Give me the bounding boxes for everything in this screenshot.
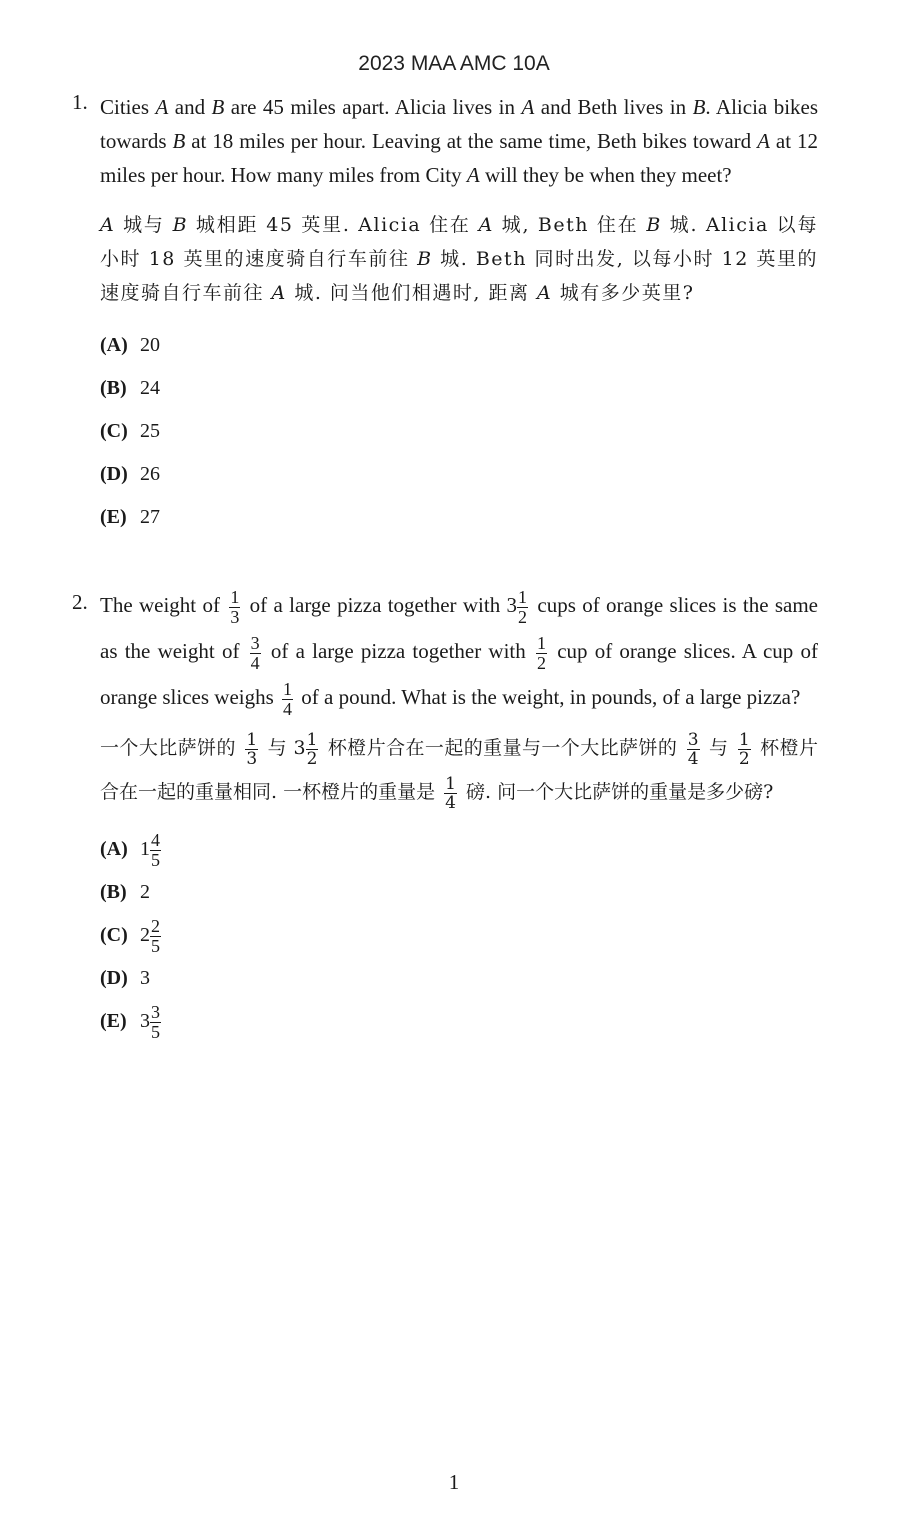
choice-e: (E) 27 <box>100 506 160 528</box>
choice-d: (D) 3 <box>100 967 150 989</box>
answer-choices <box>100 328 818 543</box>
choice-b: (B) 24 <box>100 377 160 399</box>
fraction: $\frac{2}{5}$ <box>151 915 160 956</box>
fraction: $\frac{3}{4}$ <box>250 632 260 673</box>
problem-2 <box>72 582 818 1043</box>
choice-b: (B) 2 <box>100 881 150 903</box>
problem-text-zh: A 城与 B 城相距 45 英里. Alicia 住在 A 城, Beth 住在 B 城. Alicia 以每小时 18 英里的速度骑自行车前往 B 城. Beth 同时出发, 以每小时 12 英里的速度骑自行车前往 A 城. 问当他们相遇时, 距离 A 城有多少英里? <box>100 214 819 304</box>
page-number: 1 <box>448 1470 460 1494</box>
choice-c: (C) 25 <box>100 420 160 442</box>
fraction: $\frac{1}{2}$ <box>738 729 750 769</box>
fraction: $\frac{1}{4}$ <box>445 773 456 813</box>
fraction: $\frac{1}{4}$ <box>283 678 293 719</box>
fraction: $\frac{1}{3}$ <box>230 586 240 627</box>
fraction: $\frac{3}{4}$ <box>687 729 699 769</box>
fraction: $\frac{4}{5}$ <box>151 829 160 870</box>
problem-text-zh: 一个大比萨饼的 $\frac{1}{3}$ 与 3 $\frac{1}{2}$ 杯橙片合在一起的重量与一个大比萨饼的 $\frac{3}{4}$ 与 $\frac{1}{2}$ 杯橙片合在一起的重量相同. 一杯橙片的重量是 $\frac{1}{4}$ 磅. 问一个大比萨饼的重量是多少磅? <box>100 729 818 813</box>
answer-choices <box>100 828 818 1043</box>
fraction: $\frac{3}{5}$ <box>151 1001 160 1042</box>
page-header: 2023 MAA AMC 10A <box>358 52 550 75</box>
fraction: $\frac{1}{3}$ <box>246 729 258 769</box>
choice-e: (E) 3 $\frac{3}{5}$ <box>100 1001 160 1042</box>
problem-number: 1. <box>72 90 88 114</box>
choice-c: (C) 2 $\frac{2}{5}$ <box>100 915 160 956</box>
problem-1 <box>72 90 818 543</box>
choice-d: (D) 26 <box>100 463 160 485</box>
choice-a: (A) 1 $\frac{4}{5}$ <box>100 829 160 870</box>
fraction: $\frac{1}{2}$ <box>518 586 528 627</box>
fraction: $\frac{1}{2}$ <box>306 729 318 769</box>
choice-a: (A) 20 <box>100 334 160 356</box>
problem-number: 2. <box>72 590 88 614</box>
problem-text-en: The weight of $\frac{1}{3}$ of a large pizza together with 3 $\frac{1}{2}$ cups of orange slices is the same as the weight of $\frac{3}{4}$ of a large pizza together with $\frac{1}{2}$ cup of orange slices. A cup of orange slices weighs $\frac{1}{4}$ of a pound. What is the weight, in pounds, of a large pizza? <box>100 586 819 719</box>
fraction: $\frac{1}{2}$ <box>536 632 546 673</box>
problem-text-en: Cities A and B are 45 miles apart. Alicia lives in A and Beth lives in B. Alicia bikes towards B at 18 miles per hour. Leaving at the same time, Beth bikes toward A at 12 miles per hour. How many miles from City A will they be when they meet? <box>100 95 819 187</box>
